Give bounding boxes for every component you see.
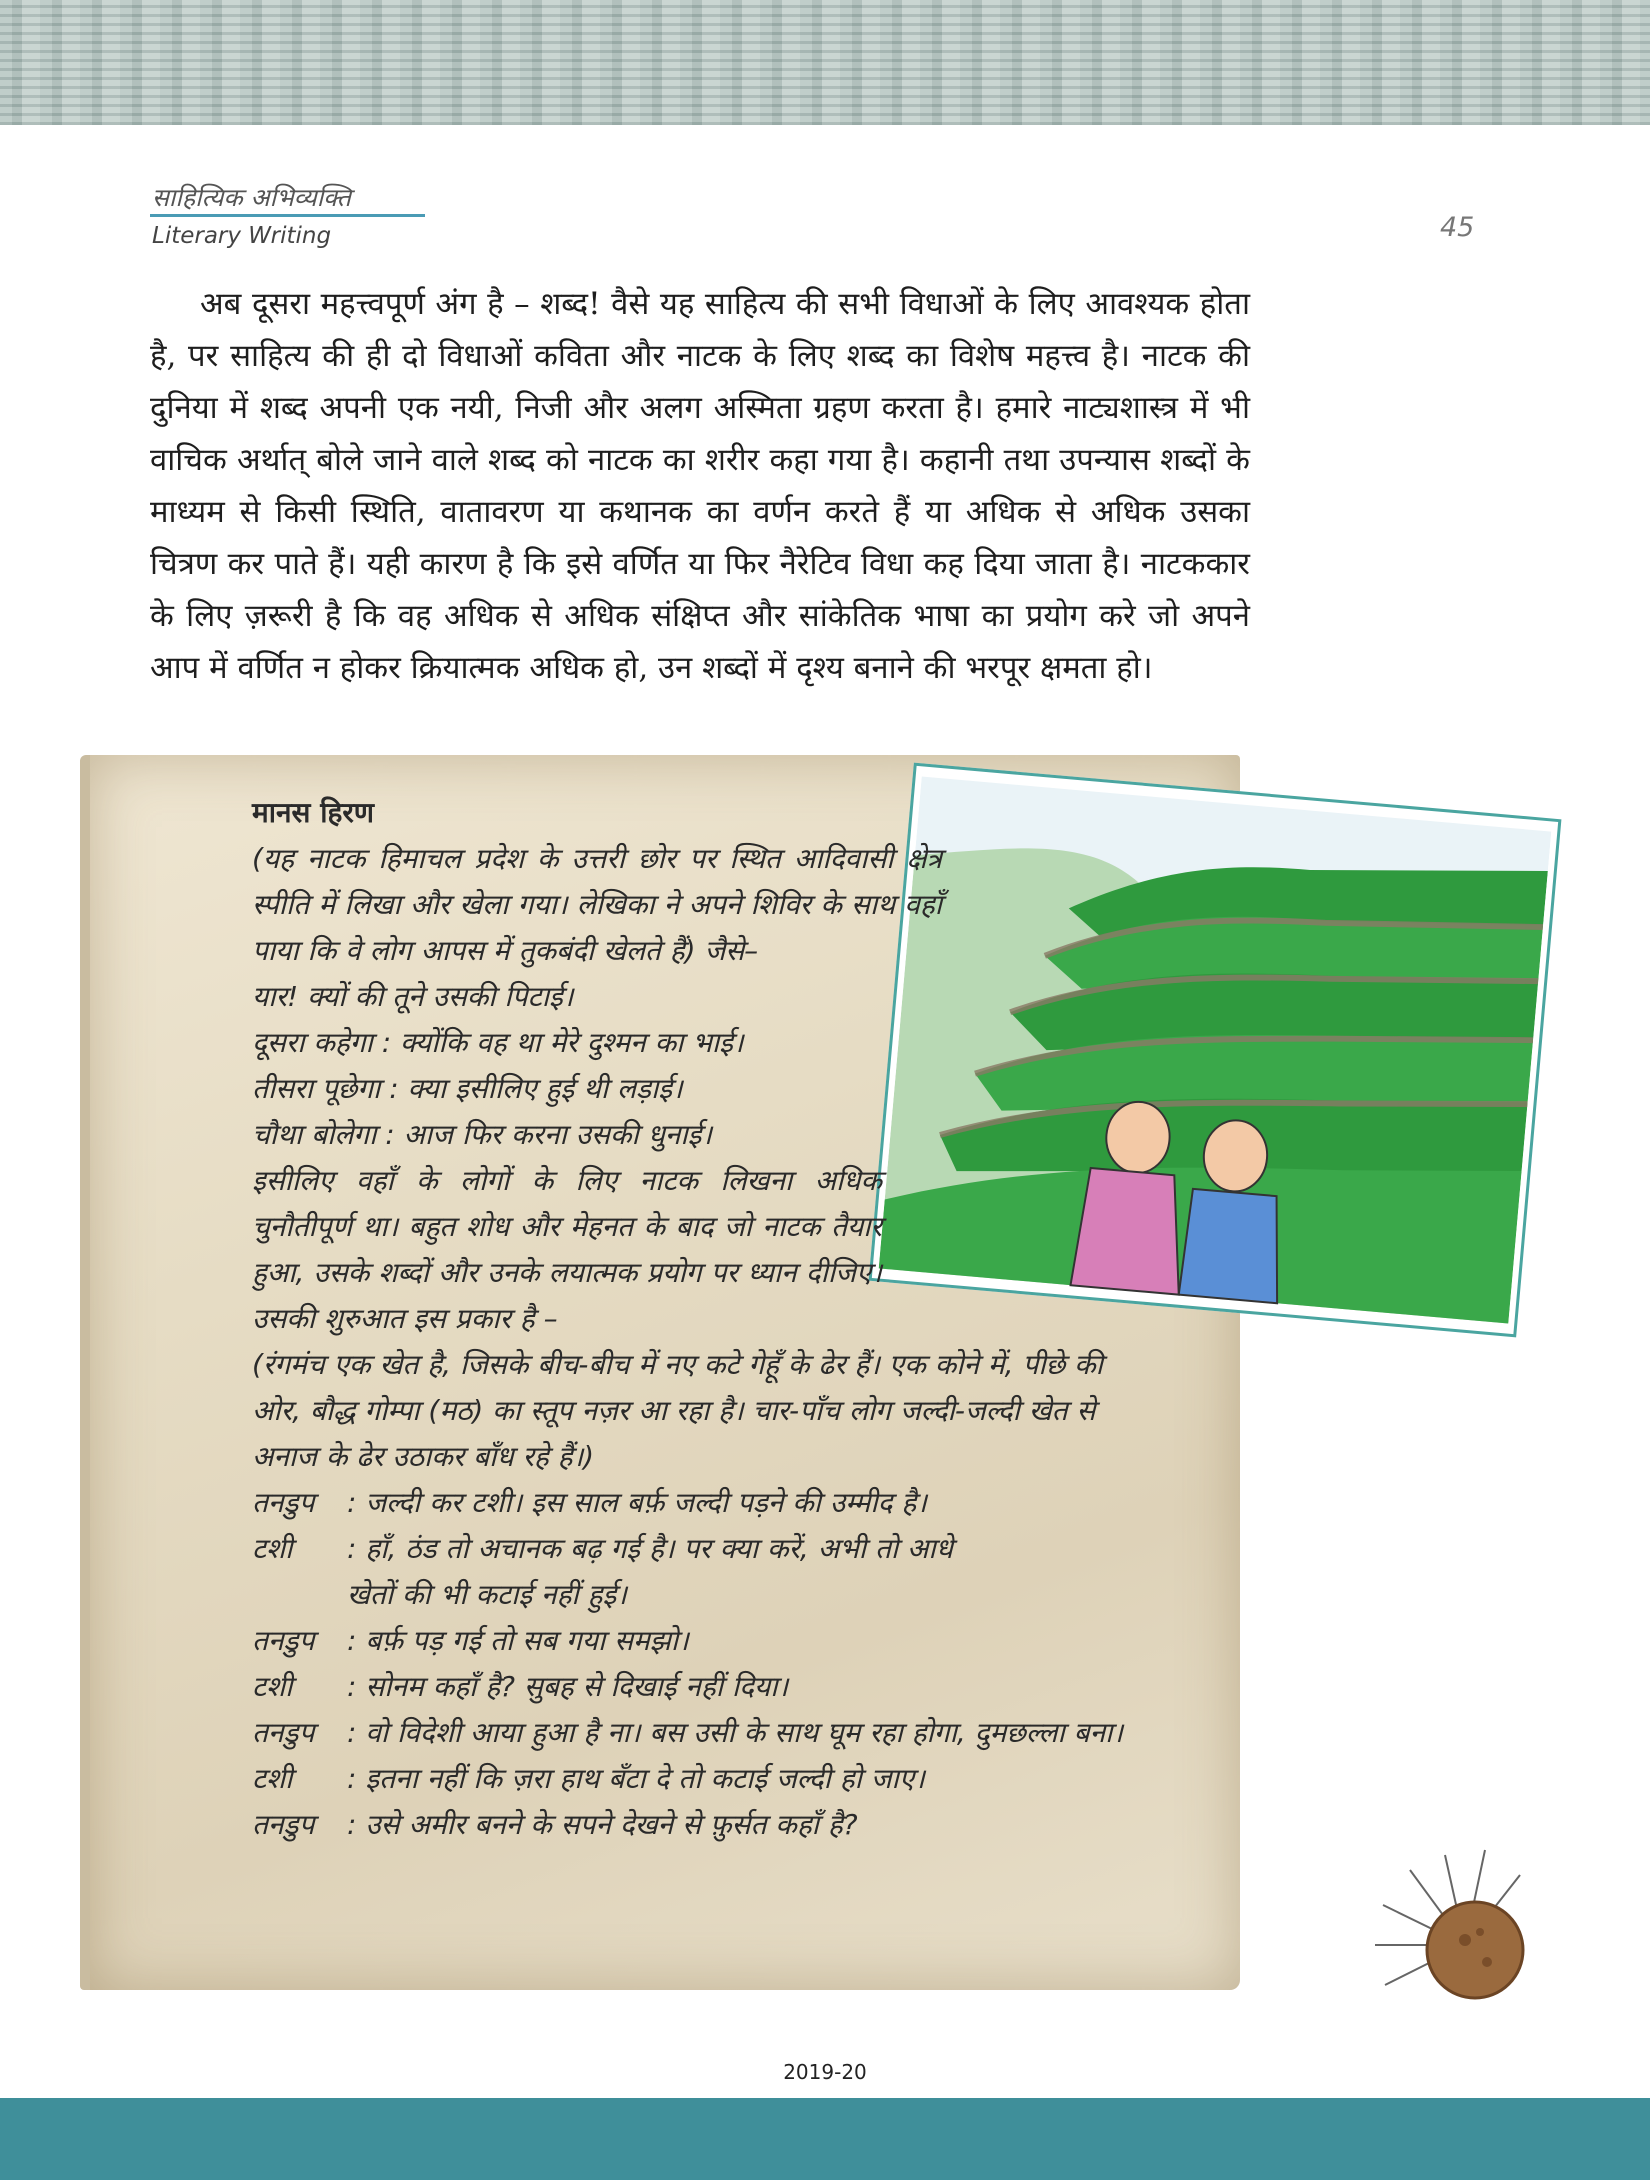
dialogue-text: : हाँ, ठंड तो अचानक बढ़ गई है। पर क्या करें, अभी तो आधे खेतों की भी कटाई नहीं हुई। — [347, 1532, 953, 1611]
excerpt-title: मानस हिरण — [252, 796, 375, 829]
dialogue-line — [252, 1618, 1152, 1664]
dialogue-text: : वो विदेशी आया हुआ है ना। बस उसी के साथ घूम रहा होगा, दुमछल्ला बना। — [347, 1716, 1124, 1749]
excerpt-explanation: इसीलिए वहाँ के लोगों के लिए नाटक लिखना अधिक चुनौतीपूर्ण था। बहुत शोध और मेहनत के बाद जो नाटक तैयार हुआ, उसके शब्दों और उनके लयात्मक प्रयोग पर ध्यान दीजिए। उसकी शुरुआत इस प्रकार है – — [252, 1164, 882, 1335]
main-paragraph: अब दूसरा महत्त्वपूर्ण अंग है – शब्द! वैसे यह साहित्य की सभी विधाओं के लिए आवश्यक होता है, पर साहित्य की ही दो विधाओं कविता और नाटक के लिए शब्द का विशेष महत्त्व है। नाटक की दुनिया में शब्द अपनी एक नयी, निजी और अलग अस्मिता ग्रहण करता है। हमारे नाट्यशास्त्र में भी वाचिक अर्थात् बोले जाने वाले शब्द को नाटक का शरीर कहा गया है। कहानी तथा उपन्यास शब्दों के माध्यम से किसी स्थिति, वातावरण या कथानक का वर्णन करते हैं या अधिक से अधिक उसका चित्रण कर पाते हैं। यही कारण है कि इसे वर्णित या फिर नैरेटिव विधा कह दिया जाता है। नाटककार के लिए ज़रूरी है कि वह अधिक से अधिक संक्षिप्त और सांकेतिक भाषा का प्रयोग करे जो अपने आप में वर्णित न होकर क्रियात्मक अधिक हो, उन शब्दों में दृश्य बनाने की भरपूर क्षमता हो। — [150, 286, 1250, 686]
dialogue-text: : बर्फ़ पड़ गई तो सब गया समझो। — [347, 1624, 689, 1657]
dialogue-line — [252, 1526, 1152, 1618]
verse-line: यार! क्यों की तूने उसकी पिटाई। — [252, 980, 574, 1013]
dialogue-text: : सोनम कहाँ है? सुबह से दिखाई नहीं दिया। — [347, 1670, 789, 1703]
dialogue-line — [252, 1710, 1152, 1756]
speaker-name: टशी — [252, 1670, 293, 1703]
footer-year: 2019-20 — [783, 2060, 867, 2084]
sun-with-arrows-icon — [1315, 1820, 1535, 2010]
stage-direction: (रंगमंच एक खेत है, जिसके बीच-बीच में नए कटे गेहूँ के ढेर हैं। एक कोने में, पीछे की ओर, बौद्ध गोम्पा (मठ) का स्तूप नज़र आ रहा है। चार-पाँच लोग जल्दी-जल्दी खेत से अनाज के ढेर उठाकर बाँध रहे हैं।) — [252, 1348, 1103, 1473]
dialogue-text: : इतना नहीं कि ज़रा हाथ बँटा दे तो कटाई जल्दी हो जाए। — [347, 1762, 925, 1795]
dialogue-line — [252, 1756, 1152, 1802]
header-divider — [150, 214, 425, 217]
dialogue-text: : उसे अमीर बनने के सपने देखने से फ़ुर्सत कहाँ है? — [347, 1808, 858, 1841]
section-title-hindi: साहित्यिक अभिव्यक्ति — [152, 183, 351, 212]
speaker-name: तनडुप — [252, 1716, 315, 1749]
drama-excerpt — [252, 790, 1152, 1848]
speaker-name: टशी — [252, 1532, 293, 1565]
dialogue-text: : जल्दी कर टशी। इस साल बर्फ़ जल्दी पड़ने की उम्मीद है। — [347, 1486, 927, 1519]
verse-line: तीसरा पूछेगा : क्या इसीलिए हुई थी लड़ाई। — [252, 1072, 683, 1105]
page-number: 45 — [1440, 212, 1475, 243]
footer-bar — [0, 2098, 1650, 2180]
speaker-name: टशी — [252, 1762, 293, 1795]
dialogue-line — [252, 1664, 1152, 1710]
section-title-english: Literary Writing — [152, 223, 332, 249]
dialogue-line — [252, 1480, 1152, 1526]
verse-line: दूसरा कहेगा : क्योंकि वह था मेरे दुश्मन का भाई। — [252, 1026, 744, 1059]
verse-line: चौथा बोलेगा : आज फिर करना उसकी धुनाई। — [252, 1118, 712, 1151]
speaker-name: तनडुप — [252, 1808, 315, 1841]
speaker-name: तनडुप — [252, 1624, 315, 1657]
dialogue-line — [252, 1802, 1152, 1848]
excerpt-intro: (यह नाटक हिमाचल प्रदेश के उत्तरी छोर पर स्थित आदिवासी क्षेत्र स्पीति में लिखा और खेला गया। लेखिका ने अपने शिविर के साथ वहाँ पाया कि वे लोग आपस में तुकबंदी खेलते हैं) जैसे– — [252, 842, 942, 967]
decorative-banner — [0, 0, 1650, 125]
speaker-name: तनडुप — [252, 1486, 315, 1519]
